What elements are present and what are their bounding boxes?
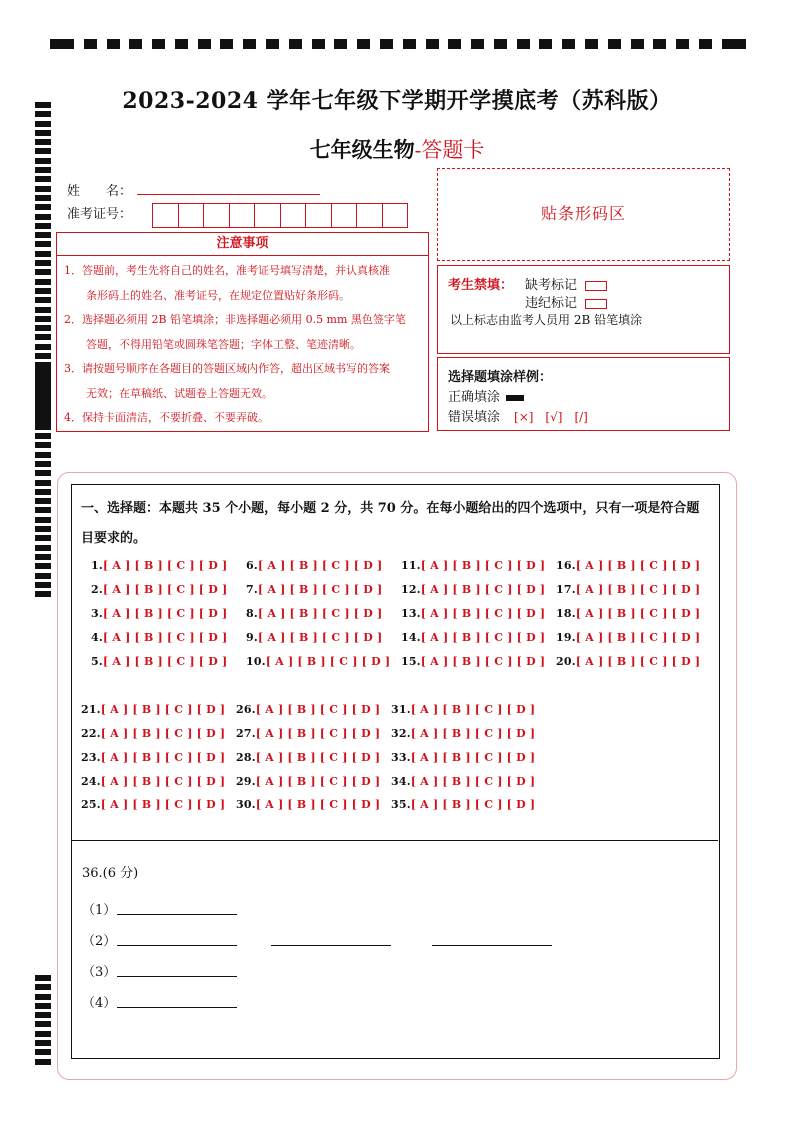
option-bubbles[interactable]: [ A ] [ B ] [ C ] [ D ] [102,631,228,644]
question-number: 12. [401,583,421,596]
question-number: 27. [236,727,256,740]
card-title: 七年级生物-答题卡 [309,137,485,162]
choice-question-row[interactable] [391,727,535,740]
choice-question-row[interactable] [236,751,380,764]
choice-question-row[interactable] [401,655,545,668]
q36-answer-line[interactable] [117,945,237,946]
question-number: 31. [391,703,411,716]
section1-intro: 一、选择题：本题共 35 个小题，每小题 2 分，共 70 分。在每小题给出的四个选项中，只有一项是符合题目要求的。 [81,501,700,546]
option-bubbles[interactable]: [ A ] [ B ] [ C ] [ D ] [100,775,226,788]
option-bubbles[interactable]: [ A ] [ B ] [ C ] [ D ] [102,559,228,572]
choice-question-row[interactable] [91,655,227,668]
q36-answer-line[interactable] [117,1007,237,1008]
question-number: 6. [246,559,258,572]
q36-answer-line[interactable] [117,914,237,915]
q36-part-1: （1） [82,903,117,918]
question-number: 7. [246,583,258,596]
exam-title: 2023-2024 学年七年级下学期开学摸底考（苏科版） [122,88,672,114]
choice-question-row[interactable] [236,727,380,740]
choice-question-row[interactable] [556,655,700,668]
choice-question-row[interactable] [81,703,225,716]
question-number: 4. [91,631,103,644]
option-bubbles[interactable]: [ A ] [ B ] [ C ] [ D ] [420,655,546,668]
question-number: 1. [91,559,103,572]
choice-question-row[interactable] [236,798,380,811]
question-number: 16. [556,559,576,572]
question-number: 13. [401,607,421,620]
question-number: 24. [81,775,101,788]
option-bubbles[interactable]: [ A ] [ B ] [ C ] [ D ] [575,631,701,644]
option-bubbles[interactable]: [ A ] [ B ] [ C ] [ D ] [102,583,228,596]
barcode-area [437,168,730,261]
choice-question-row[interactable] [246,559,382,572]
section-divider [71,840,718,841]
choice-question-row[interactable] [246,607,382,620]
forbidden-note: 以上标志由监考人员用 2B 铅笔填涂 [450,313,643,327]
choice-question-row[interactable] [236,775,380,788]
choice-question-row[interactable] [81,727,225,740]
choice-question-row[interactable] [556,631,700,644]
choice-question-row[interactable] [236,703,380,716]
forbidden-box [437,265,730,354]
question-number: 8. [246,607,258,620]
option-bubbles[interactable]: [ A ] [ B ] [ C ] [ D ] [255,727,381,740]
choice-question-row[interactable] [401,631,545,644]
question-number: 22. [81,727,101,740]
option-bubbles[interactable]: [ A ] [ B ] [ C ] [ D ] [255,703,381,716]
option-bubbles[interactable]: [ A ] [ B ] [ C ] [ D ] [575,583,701,596]
q36-part-2: （2） [82,934,117,949]
q36-title: 36.(6 分) [82,866,139,881]
option-bubbles[interactable]: [ A ] [ B ] [ C ] [ D ] [420,559,546,572]
question-number: 33. [391,751,411,764]
choice-question-row[interactable] [81,751,225,764]
question-number: 35. [391,798,411,811]
absent-checkbox[interactable] [585,281,607,291]
option-bubbles[interactable]: [ A ] [ B ] [ C ] [ D ] [420,607,546,620]
filled-mark-icon [506,395,524,401]
timing-marks-left-middle [35,368,51,600]
option-bubbles[interactable]: [ A ] [ B ] [ C ] [ D ] [255,751,381,764]
option-bubbles[interactable]: [ A ] [ B ] [ C ] [ D ] [257,631,383,644]
choice-question-row[interactable] [401,559,545,572]
option-bubbles[interactable]: [ A ] [ B ] [ C ] [ D ] [410,727,536,740]
option-bubbles[interactable]: [ A ] [ B ] [ C ] [ D ] [100,703,226,716]
choice-question-row[interactable] [91,583,227,596]
question-number: 25. [81,798,101,811]
choice-question-row[interactable] [556,559,700,572]
note-line: 条形码上的姓名、准考证号，在规定位置贴好条形码。 [64,288,350,302]
option-bubbles[interactable]: [ A ] [ B ] [ C ] [ D ] [100,798,226,811]
id-number-boxes[interactable] [152,203,407,226]
option-bubbles[interactable]: [ A ] [ B ] [ C ] [ D ] [265,655,391,668]
question-number: 9. [246,631,258,644]
note-line: 答题，不得用铅笔或圆珠笔答题；字体工整、笔迹清晰。 [64,337,361,351]
option-bubbles[interactable]: [ A ] [ B ] [ C ] [ D ] [100,751,226,764]
option-bubbles[interactable]: [ A ] [ B ] [ C ] [ D ] [575,607,701,620]
fill-sample-box [437,357,730,431]
option-bubbles[interactable]: [ A ] [ B ] [ C ] [ D ] [102,655,228,668]
choice-question-row[interactable] [391,703,535,716]
question-number: 29. [236,775,256,788]
name-label: 姓 名： [67,184,133,199]
note-line: 1．答题前，考生先将自己的姓名，准考证号填写清楚，并认真核准 [64,264,390,277]
choice-question-row[interactable] [556,607,700,620]
option-bubbles[interactable]: [ A ] [ B ] [ C ] [ D ] [420,583,546,596]
choice-question-row[interactable] [391,798,535,811]
option-bubbles[interactable]: [ A ] [ B ] [ C ] [ D ] [410,798,536,811]
option-bubbles[interactable]: [ A ] [ B ] [ C ] [ D ] [410,751,536,764]
question-number: 21. [81,703,101,716]
name-field[interactable] [137,194,320,195]
question-number: 20. [556,655,576,668]
choice-question-row[interactable] [91,559,227,572]
choice-question-row[interactable] [91,607,227,620]
notes-box [56,232,429,432]
correct-fill: 正确填涂 [448,386,524,405]
question-number: 17. [556,583,576,596]
note-line: 3．请按题号顺序在各题目的答题区域内作答，超出区域书写的答案 [64,362,390,375]
question-number: 34. [391,775,411,788]
timing-marks-top [50,38,746,50]
question-number: 28. [236,751,256,764]
note-line: 4．保持卡面清洁，不要折叠、不要弄破。 [64,411,269,424]
choice-question-row[interactable] [246,583,382,596]
fill-sample-title: 选择题填涂样例： [448,370,553,385]
question-number: 2. [91,583,103,596]
q36-answer-line[interactable] [432,945,552,946]
choice-question-row[interactable] [391,751,535,764]
option-bubbles[interactable]: [ A ] [ B ] [ C ] [ D ] [255,775,381,788]
option-bubbles[interactable]: [ A ] [ B ] [ C ] [ D ] [257,607,383,620]
q36-part-4: （4） [82,996,117,1011]
absent-mark[interactable]: 缺考标记 [525,274,607,293]
subject-title: 七年级生物 [309,137,415,162]
option-bubbles[interactable]: [ A ] [ B ] [ C ] [ D ] [575,559,701,572]
wrong-fill: 错误填涂 [×] [√] [/] [448,410,588,425]
question-number: 3. [91,607,103,620]
option-bubbles[interactable]: [ A ] [ B ] [ C ] [ D ] [255,798,381,811]
timing-marks-left-lower [35,975,51,1068]
option-bubbles[interactable]: [ A ] [ B ] [ C ] [ D ] [575,655,701,668]
note-line: 无效；在草稿纸、试题卷上答题无效。 [64,386,273,400]
id-label: 准考证号： [67,207,133,222]
choice-question-row[interactable] [246,631,382,644]
choice-question-row[interactable] [401,583,545,596]
question-number: 32. [391,727,411,740]
option-bubbles[interactable]: [ A ] [ B ] [ C ] [ D ] [420,631,546,644]
option-bubbles[interactable]: [ A ] [ B ] [ C ] [ D ] [410,703,536,716]
option-bubbles[interactable]: [ A ] [ B ] [ C ] [ D ] [102,607,228,620]
choice-question-row[interactable] [91,631,227,644]
q36-answer-line[interactable] [271,945,391,946]
choice-question-row[interactable] [81,775,225,788]
barcode-label: 贴条形码区 [540,204,626,223]
choice-question-row[interactable] [556,583,700,596]
option-bubbles[interactable]: [ A ] [ B ] [ C ] [ D ] [410,775,536,788]
question-number: 19. [556,631,576,644]
violation-mark[interactable]: 违纪标记 [525,292,607,311]
forbidden-title: 考生禁填： [448,278,514,293]
question-number: 11. [401,559,421,572]
question-number: 10. [246,655,266,668]
question-number: 18. [556,607,576,620]
choice-question-row[interactable] [391,775,535,788]
q36-answer-line[interactable] [117,976,237,977]
question-number: 26. [236,703,256,716]
violation-checkbox[interactable] [585,299,607,309]
option-bubbles[interactable]: [ A ] [ B ] [ C ] [ D ] [257,583,383,596]
question-number: 15. [401,655,421,668]
option-bubbles[interactable]: [ A ] [ B ] [ C ] [ D ] [100,727,226,740]
choice-question-row[interactable] [81,798,225,811]
question-number: 5. [91,655,103,668]
option-bubbles[interactable]: [ A ] [ B ] [ C ] [ D ] [257,559,383,572]
choice-question-row[interactable] [401,607,545,620]
q36-part-3: （3） [82,965,117,980]
question-number: 23. [81,751,101,764]
wrong-marks: [×] [√] [/] [514,410,588,424]
question-number: 14. [401,631,421,644]
note-line: 2．选择题必须用 2B 铅笔填涂；非选择题必须用 0.5 mm 黑色签字笔 [64,313,406,326]
answer-card-label: 答题卡 [421,138,485,162]
question-number: 30. [236,798,256,811]
choice-question-row[interactable] [246,655,390,668]
notes-title: 注意事项 [57,233,428,256]
